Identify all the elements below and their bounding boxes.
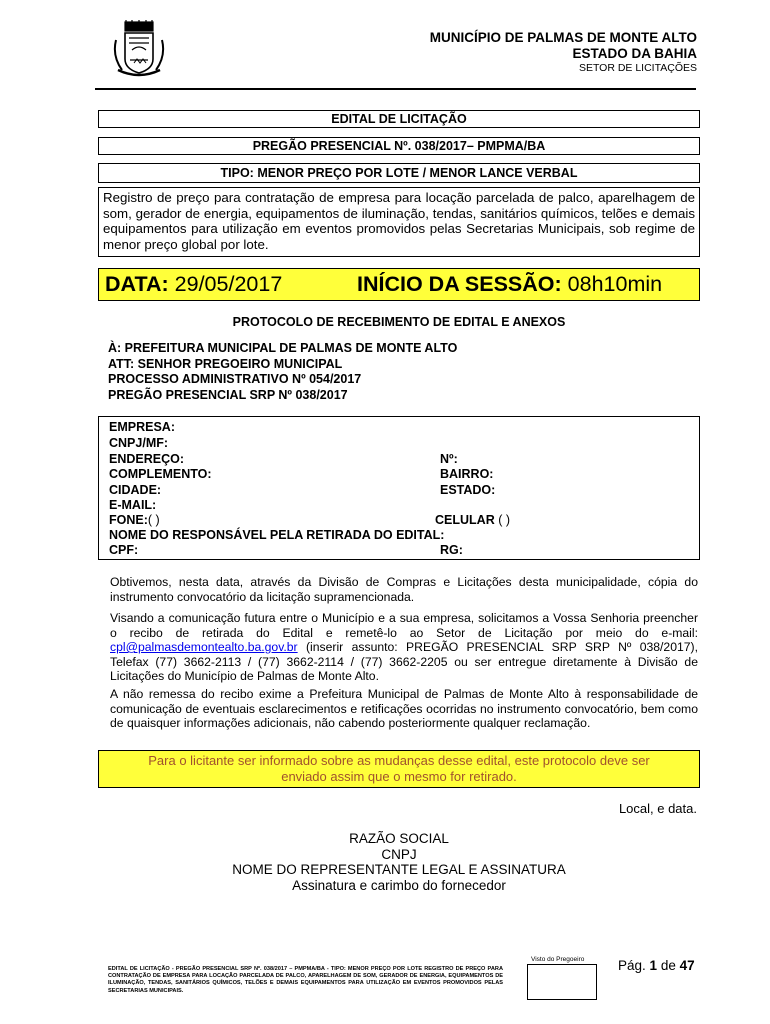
session-field: [357, 269, 662, 300]
visto-box: [527, 964, 597, 1000]
endereco-label: ENDEREÇO:: [109, 452, 185, 466]
page-total: 47: [679, 958, 695, 973]
celular-field: [435, 513, 510, 527]
bairro-label: BAIRRO:: [440, 467, 494, 481]
signature-cnpj: CNPJ: [381, 847, 417, 862]
address-line: À: PREFEITURA MUNICIPAL DE PALMAS DE MONTE ALTO: [108, 341, 458, 355]
address-block: [108, 341, 457, 403]
fone-parens: ( ): [147, 513, 160, 527]
header-municipality: MUNICÍPIO DE PALMAS DE MONTE ALTO: [429, 30, 697, 45]
objeto-box: Registro de preço para contratação de empresa para locação parcelada de palco, aparelhagem de som, gerador de energia, equipamentos de iluminação, tendas, sanitários químicos, telões e demais equipamentos para utilização em eventos promovidos pelas Secretarias Municipais, sob regime de menor preço global por lote.: [98, 187, 700, 257]
municipal-crest-icon: [108, 20, 170, 80]
fone-field: [109, 513, 160, 527]
fone-label: FONE:: [109, 513, 148, 527]
date-banner: [98, 268, 700, 301]
estado-label: ESTADO:: [440, 483, 496, 497]
notice-line: enviado assim que o mesmo for retirado.: [281, 769, 517, 784]
page-sep: de: [660, 958, 676, 973]
address-line: ATT: SENHOR PREGOEIRO MUNICIPAL: [108, 356, 343, 371]
local-date: Local, e data.: [618, 801, 697, 816]
signature-representative: NOME DO REPRESENTANTE LEGAL E ASSINATURA: [232, 862, 566, 877]
responsavel-label: NOME DO RESPONSÁVEL PELA RETIRADA DO EDITAL:: [109, 528, 445, 542]
empresa-label: EMPRESA:: [109, 420, 175, 434]
title-edital: EDITAL DE LICITAÇÃO: [98, 110, 700, 128]
signature-razao-social: RAZÃO SOCIAL: [349, 831, 449, 846]
header-divider: [95, 88, 696, 90]
p2-before: Visando a comunicação futura entre o Município e a sua empresa, solicitamos a Vossa Senhoria preencher o recibo de retirada do Edital e remetê-lo ao Setor de Licitação por meio do e-mail:: [110, 611, 698, 640]
protocol-title: PROTOCOLO DE RECEBIMENTO DE EDITAL E ANEXOS: [232, 315, 566, 329]
visto-label: Visto do Pregoeiro: [531, 956, 585, 963]
rg-label: RG:: [440, 543, 463, 557]
notice-line: Para o licitante ser informado sobre as mudanças desse edital, este protocolo deve ser: [148, 753, 650, 768]
date-label: DATA:: [105, 272, 169, 296]
cnpj-label: CNPJ/MF:: [109, 436, 169, 450]
paragraph-responsibility: A não remessa do recibo exime a Prefeitura Municipal de Palmas de Monte Alto à responsabilidade de comunicação de eventuais esclarecimentos e retificações ocorridas no instrumento convocatório, bem como de quaisquer informações adicionais, não cabendo posteriormente qualquer reclamação.: [110, 687, 698, 730]
cidade-label: CIDADE:: [109, 483, 162, 497]
date-value: 29/05/2017: [174, 272, 283, 296]
email-link[interactable]: cpl@palmasdemontealto.ba.gov.br: [110, 640, 298, 654]
cpf-label: CPF:: [109, 543, 139, 557]
title-pregao: PREGÃO PRESENCIAL Nº. 038/2017– PMPMA/BA: [98, 137, 700, 155]
notice-banner: [98, 750, 700, 788]
page-prefix: Pág.: [618, 958, 646, 973]
address-line: PREGÃO PRESENCIAL SRP Nº 038/2017: [108, 387, 348, 402]
email-label: E-MAIL:: [109, 498, 157, 512]
paragraph-communication: [110, 611, 698, 684]
signature-stamp: Assinatura e carimbo do fornecedor: [292, 878, 506, 893]
numero-label: Nº:: [440, 452, 458, 466]
footer-text: EDITAL DE LICITAÇÃO - PREGÃO PRESENCIAL SRP Nº. 038/2017 – PMPMA/BA - TIPO: MENOR PREÇO POR LOTE REGISTRO DE PREÇO PARA CONTRATAÇÃO DE EMPRESA PARA LOCAÇÃO PARCELADA DE PALCO, APARELHAGEM DE SOM, GERADOR DE ENERGIA, EQUIPAMENTOS DE ILUMINAÇÃO, TENDAS, SANITÁRIOS QUÍMICOS, TELÕES E DEMAIS EQUIPAMENTOS PARA UTILIZAÇÃO EM EVENTOS PROMOVIDOS PELAS SECRETARIAS MUNICIPAIS.: [108, 966, 503, 994]
company-form: [98, 416, 700, 560]
complemento-label: COMPLEMENTO:: [109, 467, 212, 481]
session-value: 08h10min: [567, 272, 663, 296]
date-field: [105, 269, 282, 300]
title-tipo: TIPO: MENOR PREÇO POR LOTE / MENOR LANCE VERBAL: [98, 163, 700, 183]
celular-label: CELULAR: [435, 513, 495, 527]
p2-after: (inserir assunto: PREGÃO PRESENCIAL SRP SRP Nº 038/2017), Telefax (77) 3662-2113 / (77) 3662-2114 / (77) 3662-2205 ou ser entregue diretamente à Divisão de Licitações do Município de Palmas de Monte Alto.: [110, 640, 698, 683]
paragraph-receipt: Obtivemos, nesta data, através da Divisão de Compras e Licitações desta municipalidade, cópia do instrumento convocatório da licitação supramencionada.: [110, 575, 698, 604]
header-state: ESTADO DA BAHIA: [572, 46, 697, 61]
page-number: [618, 958, 695, 973]
session-label: INÍCIO DA SESSÃO:: [357, 272, 562, 296]
address-line: PROCESSO ADMINISTRATIVO Nº 054/2017: [108, 372, 362, 386]
header-sector: SETOR DE LICITAÇÕES: [578, 62, 697, 74]
page-current: 1: [649, 958, 658, 973]
celular-parens: ( ): [498, 513, 511, 527]
